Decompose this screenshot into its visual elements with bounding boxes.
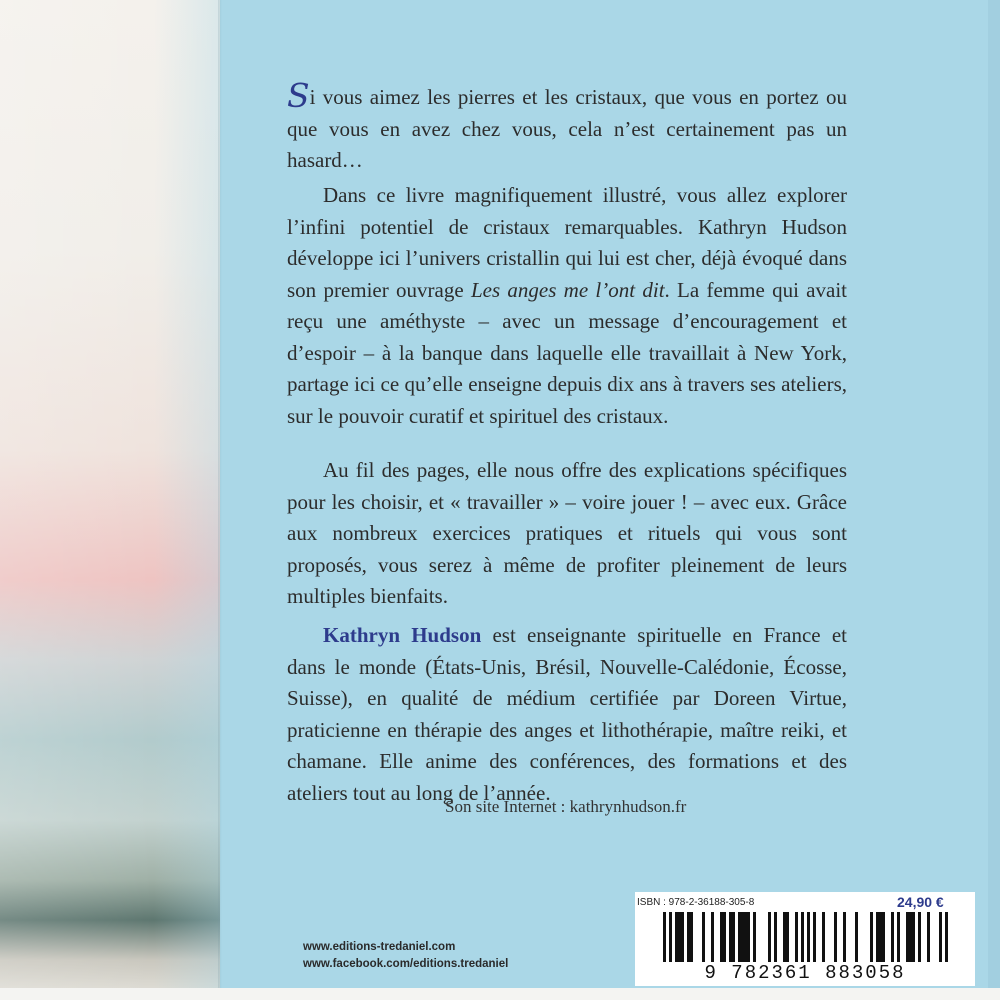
barcode-bar bbox=[834, 912, 837, 962]
benefits-text: Au fil des pages, elle nous offre des explications spécifiques pour les choisir, et « travailler » – voire jouer ! – avec eux. Grâce aux nombreux exercices pratiques et rituels qui vous sont proposés, vous serez à même de profiter pleinement de leurs multiples bienfaits. bbox=[287, 458, 847, 608]
barcode-bar bbox=[807, 912, 810, 962]
barcode-bar bbox=[678, 912, 681, 962]
isbn: ISBN : 978-2-36188-305-8 bbox=[637, 897, 755, 908]
barcode-bar bbox=[939, 912, 942, 962]
barcode-bar bbox=[945, 912, 948, 962]
publisher-website-link[interactable]: www.editions-tredaniel.com bbox=[303, 941, 456, 953]
barcode-bar bbox=[891, 912, 894, 962]
barcode-bar bbox=[702, 912, 705, 962]
barcode-bar bbox=[912, 912, 915, 962]
barcode-bar bbox=[669, 912, 672, 962]
price: 24,90 € bbox=[897, 894, 944, 910]
intro-paragraph bbox=[287, 76, 847, 177]
cover-photo-haze bbox=[0, 0, 220, 1000]
publisher-facebook-link[interactable]: www.facebook.com/editions.tredaniel bbox=[303, 958, 509, 970]
benefits-paragraph bbox=[287, 455, 847, 613]
barcode-icon bbox=[647, 912, 963, 964]
barcode-bar bbox=[663, 912, 666, 962]
barcode-bar bbox=[795, 912, 798, 962]
intro-text: i vous aimez les pierres et les cristaux, que vous en portez ou que vous en avez chez vous, cela n’est certainement pas un hasard… bbox=[287, 85, 847, 172]
barcode-bar bbox=[879, 912, 882, 962]
barcode-bar bbox=[768, 912, 771, 962]
barcode-bar bbox=[786, 912, 789, 962]
barcode-bar bbox=[822, 912, 825, 962]
description-text-end: . La femme qui avait reçu une améthyste – avec un message d’encouragement et d’espoir – à la banque dans laquelle elle travaillait à New York, partage ici ce qu’elle enseigne depuis dix ans à travers ses ateliers, sur le pouvoir curatif et spirituel des cristaux. bbox=[287, 277, 847, 428]
barcode-bar bbox=[738, 912, 741, 962]
barcode-bar bbox=[882, 912, 885, 962]
barcode-bar bbox=[690, 912, 693, 962]
barcode-bar bbox=[747, 912, 750, 962]
barcode-bar bbox=[687, 912, 690, 962]
author-bio-text: est enseignante spirituelle en France et dans le monde (États-Unis, Brésil, Nouvelle-Calédonie, Écosse, Suisse), en qualité de médium certifiée par Doreen Virtue, praticienne en thérapie des anges et lithothérapie, maître reiki, et chamane. Elle anime des conférences, des formations et des ateliers tout au long de l’année. bbox=[287, 623, 847, 805]
barcode-bar bbox=[906, 912, 909, 962]
barcode-bar bbox=[723, 912, 726, 962]
barcode-bar bbox=[918, 912, 921, 962]
barcode-bar bbox=[675, 912, 678, 962]
barcode-bar bbox=[843, 912, 846, 962]
barcode-bar bbox=[732, 912, 735, 962]
barcode-bar bbox=[681, 912, 684, 962]
publisher-links bbox=[303, 939, 508, 973]
barcode-bar bbox=[783, 912, 786, 962]
barcode-bar bbox=[801, 912, 804, 962]
barcode-bar bbox=[927, 912, 930, 962]
description-text-start: Dans ce livre magnifiquement illustré, vous allez explorer l’infini potentiel de cristaux remarquables. Kathryn Hudson développe ici l’univers cristallin qui lui est cher, déjà évoqué dans son premier ouvrage bbox=[287, 183, 847, 302]
description-paragraph bbox=[287, 180, 847, 432]
barcode-label bbox=[635, 892, 975, 986]
author-bio bbox=[287, 620, 847, 809]
right-edge bbox=[988, 0, 1000, 1000]
barcode-bar bbox=[729, 912, 732, 962]
barcode-digits: 9 782361 883058 bbox=[704, 962, 906, 984]
barcode-bar bbox=[909, 912, 912, 962]
drop-cap: S bbox=[287, 76, 310, 115]
barcode-bar bbox=[897, 912, 900, 962]
barcode-bar bbox=[876, 912, 879, 962]
barcode-bar bbox=[813, 912, 816, 962]
strip-edge bbox=[218, 0, 222, 1000]
barcode-bar bbox=[870, 912, 873, 962]
book-title: Les anges me l’ont dit bbox=[470, 277, 665, 302]
barcode-bar bbox=[753, 912, 756, 962]
bottom-edge bbox=[0, 988, 1000, 1000]
barcode-bar bbox=[711, 912, 714, 962]
author-name: Kathryn Hudson bbox=[323, 623, 482, 647]
barcode-bar bbox=[855, 912, 858, 962]
barcode-bar bbox=[744, 912, 747, 962]
barcode-bar bbox=[774, 912, 777, 962]
barcode-bar bbox=[741, 912, 744, 962]
barcode-bar bbox=[720, 912, 723, 962]
author-website: Son site Internet : kathrynhudson.fr bbox=[445, 797, 687, 816]
